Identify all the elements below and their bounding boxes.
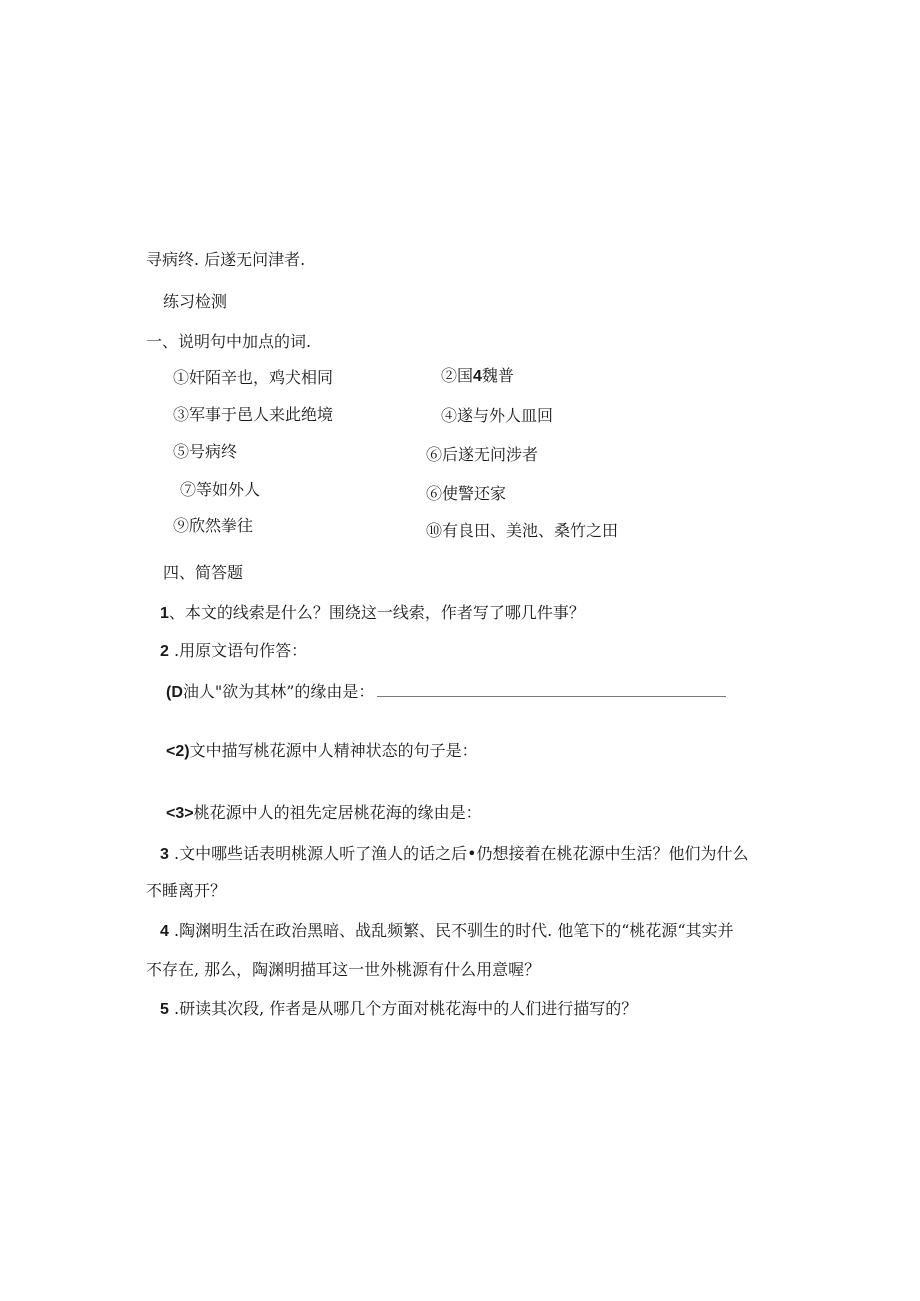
- question-2-sub-3: [166, 803, 482, 824]
- question-5: [160, 999, 637, 1020]
- vocab-item-2-prefix: ②国: [441, 366, 474, 385]
- question-4-number: 4: [160, 923, 169, 940]
- question-2-sub-2-text: 文中描写桃花源中人精神状态的句子是：: [189, 741, 478, 760]
- vocab-item-9: ⑨欣然拳往: [173, 516, 254, 535]
- question-4-text: .陶渊明生活在政治黑暗、战乱频繁、民不驯生的时代. 他笔下的“桃花源“其实并: [168, 921, 734, 940]
- question-2-sub-2-mark: <2): [166, 743, 190, 760]
- vocab-item-2-digit: 4: [473, 368, 482, 385]
- question-1-text: 、本文的线索是什么？围绕这一线索，作者写了哪几件事？: [168, 603, 585, 622]
- vocab-item-5: ⑤号病终: [173, 442, 238, 461]
- question-2-text: .用原文语句作答：: [168, 641, 308, 660]
- question-3-text: .文中哪些话表明桃源人听了渔人的话之后•仍想接着在桃花源中生活？他们为什么: [168, 844, 749, 863]
- section-practice-heading: 练习检测: [163, 292, 228, 311]
- question-2-sub-1: [166, 682, 374, 703]
- answer-blank[interactable]: [377, 696, 726, 697]
- question-2-sub-3-text: 桃花源中人的祖先定居桃花海的缘由是：: [193, 803, 482, 822]
- question-3: [160, 844, 749, 865]
- question-2: [160, 641, 307, 662]
- vocab-item-10: ⑩有良田、美池、桑竹之田: [426, 521, 619, 540]
- question-2-sub-1-text: 油人"欲为其林”的缘由是：: [182, 682, 375, 701]
- vocab-item-2-suffix: 魏普: [481, 366, 514, 385]
- vocab-item-6: ⑥后遂无问涉者: [426, 445, 539, 464]
- question-1: [160, 603, 585, 624]
- question-4: [160, 921, 734, 942]
- vocab-item-1: ①奸陌辛也，鸡犬相同: [173, 368, 334, 387]
- section-four-heading: 四、简答题: [163, 563, 244, 582]
- question-2-number: 2: [160, 643, 169, 660]
- vocab-item-7: ⑦等如外人: [180, 480, 261, 499]
- vocab-item-8: ⑥使警还家: [426, 484, 507, 503]
- question-5-number: 5: [160, 1001, 169, 1018]
- question-2-sub-3-mark: <3>: [166, 805, 194, 822]
- question-2-sub-2: [166, 741, 478, 762]
- vocab-item-3: ③军事于邑人来此绝境: [173, 405, 334, 424]
- question-3-number: 3: [160, 846, 169, 863]
- vocab-item-4: ④遂与外人皿回: [441, 406, 554, 425]
- question-1-number: 1: [160, 605, 169, 622]
- question-3-continuation: 不睡离开？: [146, 881, 227, 900]
- question-2-sub-1-mark: (D: [166, 684, 183, 701]
- vocab-item-2: [441, 366, 514, 387]
- section-one-heading: 一、说明句中加点的词.: [146, 332, 312, 351]
- question-4-continuation: 不存在, 那么，陶渊明描耳这一世外桃源有什么用意喔？: [146, 960, 541, 979]
- question-5-text: .研读其次段, 作者是从哪几个方面对桃花海中的人们进行描写的？: [168, 999, 638, 1018]
- intro-line: 寻病终. 后遂无问津者.: [146, 250, 306, 269]
